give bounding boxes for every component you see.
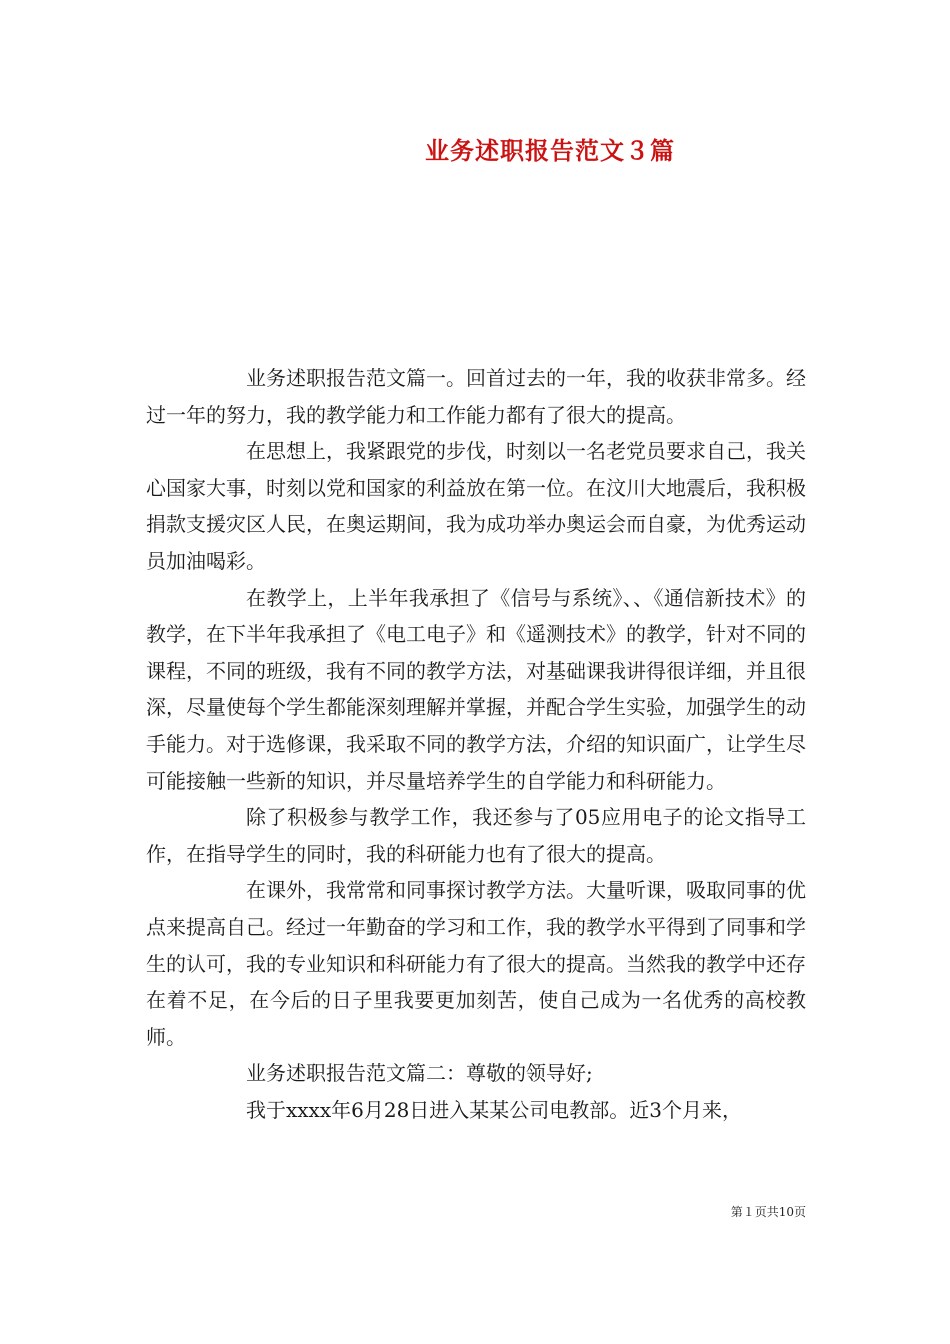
document-title: 业务述职报告范文３篇 bbox=[425, 136, 675, 165]
paragraph: 在思想上，我紧跟党的步伐，时刻以一名老党员要求自己，我关心国家大事，时刻以党和国家的利益放在第一位。在汶川大地震后，我积极捐款支援灾区人民，在奥运期间，我为成功举办奥运会而自豪，为优秀运动员加油喝彩。 bbox=[146, 439, 806, 573]
document-body bbox=[146, 360, 806, 1128]
paragraph: 在教学上，上半年我承担了《信号与系统》、、《通信新技术》的教学，在下半年我承担了《电工电子》和《遥测技术》的教学，针对不同的课程，不同的班级，我有不同的教学方法，对基础课我讲得很详细，并且很深，尽量使每个学生都能深刻理解并掌握，并配合学生实验，加强学生的动手能力。对于选修课，我采取不同的教学方法，介绍的知识面广，让学生尽可能接触一些新的知识，并尽量培养学生的自学能力和科研能力。 bbox=[146, 585, 806, 793]
paragraph: 在课外，我常常和同事探讨教学方法。大量听课，吸取同事的优点来提高自己。经过一年勤奋的学习和工作，我的教学水平得到了同事和学生的认可，我的专业知识和科研能力有了很大的提高。当然我的教学中还存在着不足，在今后的日子里我要更加刻苦，使自己成为一名优秀的高校教师。 bbox=[146, 878, 806, 1049]
paragraph: 我于xxxx年6月28日进入某某公司电教部。近3个月来， bbox=[246, 1097, 743, 1122]
paragraph: 除了积极参与教学工作，我还参与了05应用电子的论文指导工作，在指导学生的同时，我的科研能力也有了很大的提高。 bbox=[146, 805, 806, 866]
page-number-footer: 第１页共10页 bbox=[730, 1205, 806, 1219]
paragraph: 业务述职报告范文篇一。回首过去的一年，我的收获非常多。经过一年的努力，我的教学能力和工作能力都有了很大的提高。 bbox=[146, 366, 806, 427]
paragraph: 业务述职报告范文篇二：尊敬的领导好; bbox=[246, 1061, 593, 1086]
